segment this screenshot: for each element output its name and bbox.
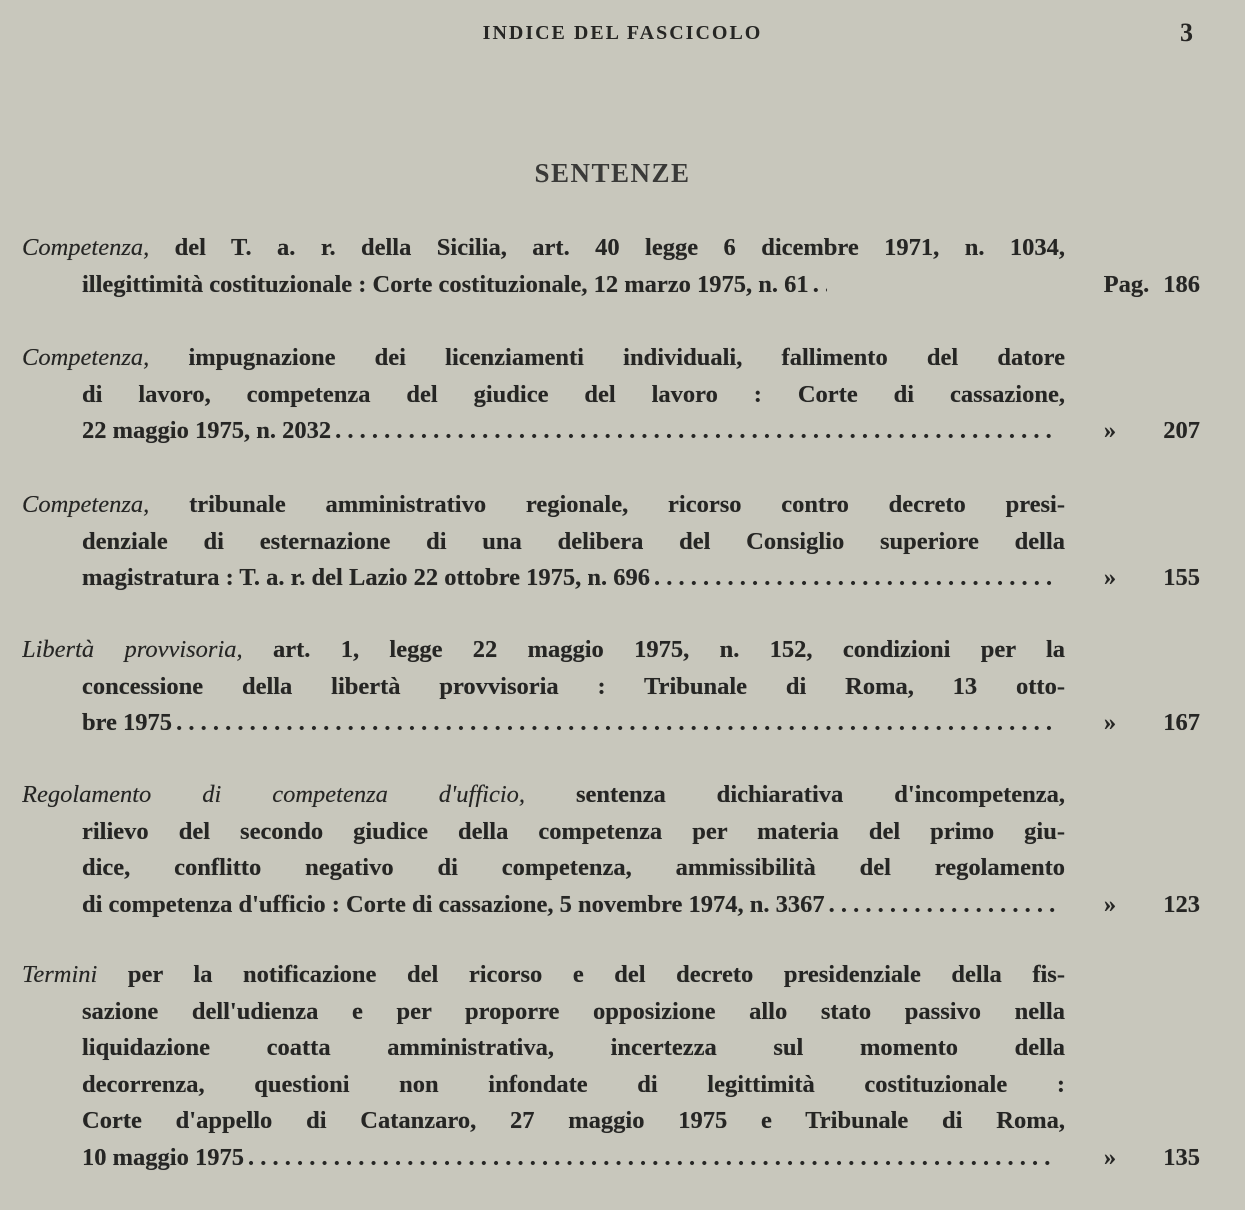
section-title: SENTENZE: [534, 158, 691, 188]
dot-leader: [248, 1140, 1056, 1177]
entry-line: [22, 957, 1065, 994]
entry-line: [82, 850, 1065, 887]
entry-text: del T. a. r. della Sicilia, art. 40 legge 6 dicembre 1971, n. 1034,: [174, 234, 1065, 261]
entry-line: [82, 814, 1065, 851]
entry-line: [22, 230, 1065, 267]
page-marker: »: [1103, 417, 1117, 444]
entry-text: denziale di esternazione di una delibera del Consiglio superiore della: [82, 527, 1065, 555]
entry-line: [82, 413, 1200, 450]
dot-leader: [335, 413, 1056, 450]
entry-text: Corte d'appello di Catanzaro, 27 maggio 1975 e Tribunale di Roma,: [82, 1107, 1065, 1134]
entry-line: [82, 1103, 1065, 1140]
entry-line: [22, 487, 1065, 524]
entry-text: dice, conflitto negativo di competenza, ammissibilità del regolamento: [82, 854, 1065, 881]
entry-line: [82, 1067, 1065, 1104]
dot-leader: [813, 267, 827, 304]
entry-page-number: 155: [1163, 564, 1200, 591]
index-entry: [22, 340, 1202, 450]
entry-keyword: Termini: [22, 961, 98, 988]
page-marker: »: [1103, 709, 1117, 736]
entry-line: [82, 377, 1065, 414]
entry-line: [22, 632, 1065, 669]
page-number: 3: [1180, 18, 1193, 47]
page-marker: »: [1103, 1143, 1117, 1171]
entry-line: [82, 887, 1200, 924]
entry-line: [82, 524, 1065, 561]
entry-keyword: Libertà provvisoria,: [22, 636, 243, 663]
dot-leader: [176, 705, 1056, 742]
entry-line: [22, 777, 1065, 814]
entry-line: [82, 1030, 1065, 1067]
entry-text: tribunale amministrativo regionale, ricorso contro decreto presi-: [189, 491, 1065, 518]
running-header: INDICE DEL FASCICOLO: [482, 22, 763, 44]
index-entry: [22, 632, 1202, 742]
entry-line: [82, 705, 1200, 742]
entry-keyword: Competenza,: [22, 234, 150, 261]
entry-text: concessione della libertà provvisoria : Tribunale di Roma, 13 otto-: [82, 672, 1065, 700]
entry-page-number: 186: [1163, 270, 1200, 298]
entry-line: [82, 669, 1065, 706]
entry-line: [82, 560, 1200, 597]
index-entry: [22, 487, 1202, 597]
entry-keyword: Competenza,: [22, 344, 150, 371]
entry-line: [82, 267, 1200, 304]
entry-text: 10 maggio 1975: [82, 1143, 244, 1171]
entry-keyword: Competenza,: [22, 491, 150, 518]
page-marker: »: [1103, 890, 1117, 918]
entry-page-number: 207: [1163, 417, 1200, 444]
entry-keyword: Regolamento di competenza d'ufficio,: [22, 781, 525, 808]
entry-text: art. 1, legge 22 maggio 1975, n. 152, condizioni per la: [272, 636, 1065, 663]
entry-text: liquidazione coatta amministrativa, incertezza sul momento della: [82, 1034, 1065, 1061]
entry-text: di lavoro, competenza del giudice del lavoro : Corte di cassazione,: [82, 380, 1065, 408]
entry-page-number: 135: [1163, 1143, 1200, 1171]
entry-text: impugnazione dei licenziamenti individuali, fallimento del datore: [188, 344, 1065, 371]
page-marker: Pag.: [1103, 270, 1150, 298]
index-entry: [22, 957, 1202, 1176]
entry-text: illegittimità costituzionale : Corte costituzionale, 12 marzo 1975, n. 61: [82, 270, 809, 298]
entry-text: per la notificazione del ricorso e del decreto presidenziale della fis-: [127, 961, 1065, 988]
index-entry: [22, 230, 1202, 303]
entry-line: [82, 1140, 1200, 1177]
entry-text: decorrenza, questioni non infondate di legittimità costituzionale :: [82, 1070, 1065, 1098]
entry-text: bre 1975: [82, 709, 173, 736]
entry-text: rilievo del secondo giudice della competenza per materia del primo giu-: [82, 817, 1065, 845]
dot-leader: [829, 887, 1056, 924]
entry-text: sentenza dichiarativa d'incompetenza,: [575, 781, 1065, 808]
index-entry: [22, 777, 1202, 923]
entry-text: 22 maggio 1975, n. 2032: [82, 417, 332, 444]
entry-page-number: 167: [1163, 709, 1200, 736]
dot-leader: [654, 560, 1056, 597]
entry-line: [22, 340, 1065, 377]
page-marker: »: [1103, 564, 1117, 591]
entry-text: sazione dell'udienza e per proporre opposizione allo stato passivo nella: [82, 997, 1065, 1025]
entry-text: magistratura : T. a. r. del Lazio 22 ottobre 1975, n. 696: [82, 564, 651, 591]
entry-text: di competenza d'ufficio : Corte di cassazione, 5 novembre 1974, n. 3367: [82, 890, 825, 918]
entry-line: [82, 994, 1065, 1031]
entry-page-number: 123: [1163, 890, 1200, 918]
